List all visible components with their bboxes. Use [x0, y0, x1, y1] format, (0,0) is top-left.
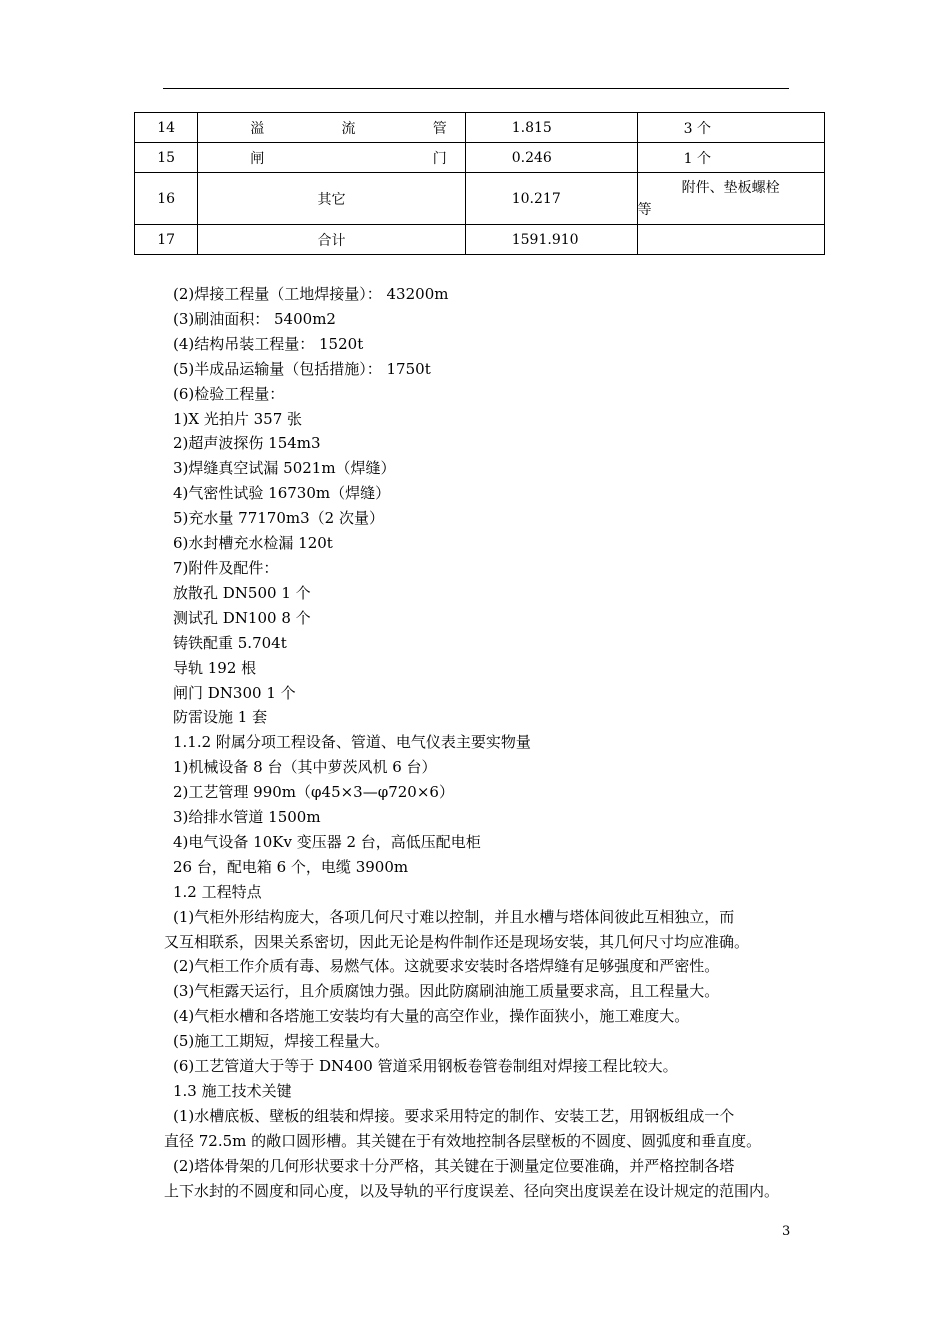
text-line: 放散孔 DN500 1 个: [173, 583, 311, 602]
text-line: 1)机械设备 8 台（其中萝茨风机 6 台）: [173, 758, 437, 777]
paragraph-line: (1)水槽底板、壁板的组装和焊接。要求采用特定的制作、安装工艺，用钢板组成一个: [173, 1106, 735, 1125]
section-heading: 1.2 工程特点: [173, 882, 262, 901]
row-number: 16: [135, 173, 198, 225]
item-weight: 1.815: [465, 113, 637, 143]
item-note-line: 附件、垫板螺栓: [681, 179, 780, 196]
item-note: 3 个: [637, 113, 824, 143]
text-line: 测试孔 DN100 8 个: [173, 608, 311, 627]
row-number: 17: [135, 225, 198, 255]
header-rule: [163, 88, 789, 89]
text-line: 3)焊缝真空试漏 5021m（焊缝）: [173, 459, 396, 478]
table-row: [135, 173, 825, 225]
paragraph-line: (2)塔体骨架的几何形状要求十分严格，其关键在于测量定位要准确，并严格控制各塔: [173, 1156, 735, 1175]
text-line: 7)附件及配件：: [173, 558, 279, 577]
item-name-char: 溢: [250, 120, 265, 137]
document-body: [164, 282, 809, 1204]
text-line: 6)水封槽充水检漏 120t: [173, 534, 333, 553]
quantity-table: [134, 112, 825, 255]
key-paragraph: [164, 1104, 809, 1154]
key-paragraph: [164, 1154, 809, 1204]
text-line: (6)检验工程量：: [173, 384, 285, 403]
feature-paragraph: (4)气柜水槽和各塔施工安装均有大量的高空作业，操作面狭小，施工难度大。: [173, 1007, 690, 1026]
item-name: [198, 113, 466, 143]
paragraph-line: 直径 72.5m 的敞口圆形槽。其关键在于有效地控制各层壁板的不圆度、圆弧度和垂直度。: [164, 1131, 762, 1150]
text-line: 导轨 192 根: [173, 658, 257, 677]
item-note-line: 等: [637, 201, 652, 218]
feature-paragraph: [164, 905, 809, 955]
section-heading: 1.3 施工技术关键: [173, 1082, 292, 1100]
text-line: 闸门 DN300 1 个: [173, 683, 296, 702]
text-line: 铸铁配重 5.704t: [173, 633, 287, 652]
item-name: 合计: [198, 225, 466, 255]
item-name-char: 门: [432, 150, 447, 167]
table-row: [135, 143, 825, 173]
item-weight: 0.246: [465, 143, 637, 173]
text-line: (2)焊接工程量（工地焊接量）： 43200m: [173, 285, 449, 303]
page-number: 3: [782, 1224, 791, 1239]
item-weight: 10.217: [465, 173, 637, 225]
item-note: [637, 225, 824, 255]
item-name-char: 管: [432, 120, 447, 137]
text-line: 5)充水量 77170m3（2 次量）: [173, 509, 384, 528]
text-line: 防雷设施 1 套: [173, 708, 268, 727]
feature-paragraph: (2)气柜工作介质有毒、易燃气体。这就要求安装时各塔焊缝有足够强度和严密性。: [173, 957, 720, 976]
item-name-char: 闸: [250, 150, 265, 167]
table-row: [135, 225, 825, 255]
text-line: (3)刷油面积： 5400m2: [173, 309, 336, 328]
row-number: 14: [135, 113, 198, 143]
paragraph-line: 又互相联系，因果关系密切，因此无论是构件制作还是现场安装，其几何尺寸均应准确。: [164, 932, 750, 951]
text-line: 3)给排水管道 1500m: [173, 808, 321, 827]
text-line: 4)电气设备 10Kv 变压器 2 台，高低压配电柜: [173, 832, 481, 851]
text-line: 2)工艺管理 990m（φ45×3—φ720×6）: [173, 783, 454, 802]
row-number: 15: [135, 143, 198, 173]
section-heading: 1.1.2 附属分项工程设备、管道、电气仪表主要实物量: [173, 733, 531, 752]
item-weight: 1591.910: [465, 225, 637, 255]
item-name: 其它: [198, 173, 466, 225]
feature-paragraph: (6)工艺管道大于等于 DN400 管道采用钢板卷管卷制组对焊接工程比较大。: [173, 1057, 678, 1076]
text-line: 4)气密性试验 16730m（焊缝）: [173, 484, 391, 503]
feature-paragraph: (3)气柜露天运行，且介质腐蚀力强。因此防腐刷油施工质量要求高，且工程量大。: [173, 982, 720, 1001]
item-note: [637, 173, 824, 225]
text-line: 2)超声波探伤 154m3: [173, 434, 321, 453]
text-line: 26 台，配电箱 6 个，电缆 3900m: [173, 857, 409, 876]
paragraph-line: 上下水封的不圆度和同心度，以及导轨的平行度误差、径向突出度误差在设计规定的范围内。: [164, 1181, 780, 1200]
paragraph-line: (1)气柜外形结构庞大，各项几何尺寸难以控制，并且水槽与塔体间彼此互相独立，而: [173, 907, 735, 926]
table-row: [135, 113, 825, 143]
feature-paragraph: (5)施工工期短，焊接工程量大。: [173, 1032, 390, 1051]
text-line: (4)结构吊装工程量： 1520t: [173, 334, 364, 353]
text-line: 1)X 光拍片 357 张: [173, 409, 303, 428]
item-note: 1 个: [637, 143, 824, 173]
item-name: [198, 143, 466, 173]
text-line: (5)半成品运输量（包括措施）： 1750t: [173, 359, 431, 378]
item-name-char: 流: [341, 120, 356, 137]
